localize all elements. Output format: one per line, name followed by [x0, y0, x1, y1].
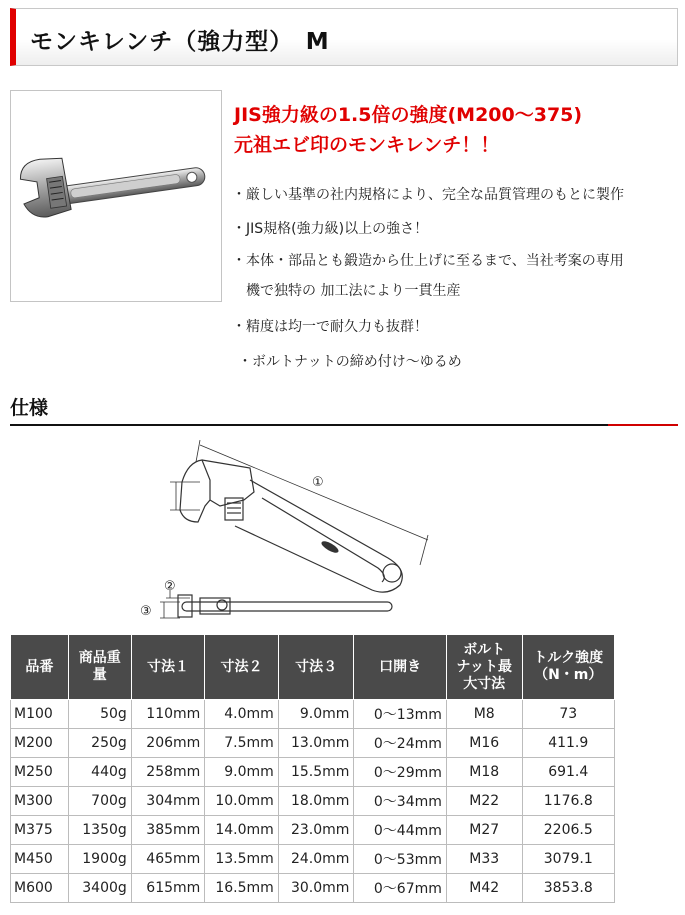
wrench-dimension-drawing [130, 440, 440, 628]
table-cell: 30.0mm [278, 874, 354, 903]
table-cell: 10.0mm [205, 787, 279, 816]
header-text: ナット最 [456, 658, 513, 675]
headline-line-2: 元祖エビ印のモンキレンチ！！ [234, 134, 500, 156]
table-cell: 13.5mm [205, 845, 279, 874]
table-cell: M22 [446, 787, 522, 816]
table-cell: 2206.5 [522, 816, 615, 845]
table-header-cell [522, 635, 615, 700]
table-cell: 1350g [68, 816, 131, 845]
header-text: 寸法２ [220, 658, 263, 675]
table-cell: 13.0mm [278, 729, 354, 758]
table-cell: 110mm [131, 700, 205, 729]
page-title: モンキレンチ（強力型） M [30, 29, 330, 55]
section-divider [10, 424, 678, 426]
table-cell: 3400g [68, 874, 131, 903]
wrench-diagram [130, 440, 440, 628]
table-cell: M42 [446, 874, 522, 903]
feature-item: ・ボルトナットの締め付け～ゆるめ [238, 354, 462, 370]
table-row [11, 845, 615, 874]
table-cell: 16.5mm [205, 874, 279, 903]
table-cell: 14.0mm [205, 816, 279, 845]
product-photo [10, 90, 222, 302]
table-row [11, 787, 615, 816]
table-cell: 0～29mm [354, 758, 446, 787]
table-cell: 15.5mm [278, 758, 354, 787]
dimension-label-3: ③ [140, 604, 152, 619]
table-cell: 50g [68, 700, 131, 729]
table-cell: M33 [446, 845, 522, 874]
page-title-bar [10, 8, 678, 66]
table-cell: M8 [446, 700, 522, 729]
feature-item: 機で独特の 加工法により一貫生産 [246, 283, 461, 299]
table-row [11, 816, 615, 845]
header-text: 大寸法 [463, 675, 506, 692]
table-row [11, 758, 615, 787]
feature-item: ・本体・部品とも鍛造から仕上げに至るまで、当社考案の専用 [232, 253, 624, 269]
table-cell: 3853.8 [522, 874, 615, 903]
header-text: 商品重 [78, 650, 121, 666]
header-text: トルク強度 [533, 650, 604, 666]
table-cell: 4.0mm [205, 700, 279, 729]
table-cell: M100 [11, 700, 69, 729]
table-cell: 0～24mm [354, 729, 446, 758]
table-cell: 465mm [131, 845, 205, 874]
headline-line-1: JIS強力級の1.5倍の強度(M200～375) [234, 104, 583, 126]
table-cell: 411.9 [522, 729, 615, 758]
table-cell: M200 [11, 729, 69, 758]
table-cell: M300 [11, 787, 69, 816]
table-header-cell [354, 635, 446, 700]
table-cell: 691.4 [522, 758, 615, 787]
table-cell: 258mm [131, 758, 205, 787]
header-text: 寸法１ [147, 658, 190, 675]
table-row [11, 874, 615, 903]
table-cell: 1176.8 [522, 787, 615, 816]
table-cell: 206mm [131, 729, 205, 758]
table-cell: 440g [68, 758, 131, 787]
table-cell: M27 [446, 816, 522, 845]
spec-table [10, 634, 615, 903]
table-cell: M600 [11, 874, 69, 903]
table-body [11, 700, 615, 903]
table-cell: 18.0mm [278, 787, 354, 816]
header-text: 品番 [25, 658, 54, 675]
table-header-cell [278, 635, 354, 700]
dimension-label-2: ② [164, 579, 176, 594]
table-cell: 0～44mm [354, 816, 446, 845]
table-row [11, 700, 615, 729]
table-header-cell [446, 635, 522, 700]
table-cell: 0～53mm [354, 845, 446, 874]
table-cell: M18 [446, 758, 522, 787]
table-cell: M375 [11, 816, 69, 845]
headline [234, 100, 582, 160]
table-cell: 3079.1 [522, 845, 615, 874]
header-text: 寸法３ [295, 658, 338, 675]
feature-item: ・厳しい基準の社内規格により、完全な品質管理のもとに製作 [232, 187, 624, 203]
table-cell: 1900g [68, 845, 131, 874]
table-cell: M250 [11, 758, 69, 787]
table-cell: 304mm [131, 787, 205, 816]
table-header-cell [131, 635, 205, 700]
feature-item: ・精度は均一で耐久力も抜群！ [232, 319, 428, 335]
table-cell: 7.5mm [205, 729, 279, 758]
table-cell: 250g [68, 729, 131, 758]
table-cell: 9.0mm [278, 700, 354, 729]
spec-section-title: 仕様 [10, 397, 49, 419]
table-cell: 0～34mm [354, 787, 446, 816]
table-cell: M16 [446, 729, 522, 758]
wrench-photo-image [11, 91, 221, 301]
header-text: （N・m） [534, 667, 603, 683]
table-cell: M450 [11, 845, 69, 874]
dimension-label-1: ① [312, 475, 324, 490]
header-text: 量 [92, 667, 107, 683]
table-cell: 615mm [131, 874, 205, 903]
table-cell: 700g [68, 787, 131, 816]
table-header-cell [11, 635, 69, 700]
table-row [11, 729, 615, 758]
feature-item: ・JIS規格(強力級)以上の強さ！ [232, 221, 429, 237]
header-text: 口開き [379, 658, 422, 675]
table-cell: 385mm [131, 816, 205, 845]
table-cell: 0～13mm [354, 700, 446, 729]
header-text: ボルト [463, 641, 506, 658]
table-header-cell [205, 635, 279, 700]
table-cell: 23.0mm [278, 816, 354, 845]
table-cell: 73 [522, 700, 615, 729]
table-header-row [11, 635, 615, 700]
table-cell: 0～67mm [354, 874, 446, 903]
table-cell: 9.0mm [205, 758, 279, 787]
table-cell: 24.0mm [278, 845, 354, 874]
table-header-cell [68, 635, 131, 700]
